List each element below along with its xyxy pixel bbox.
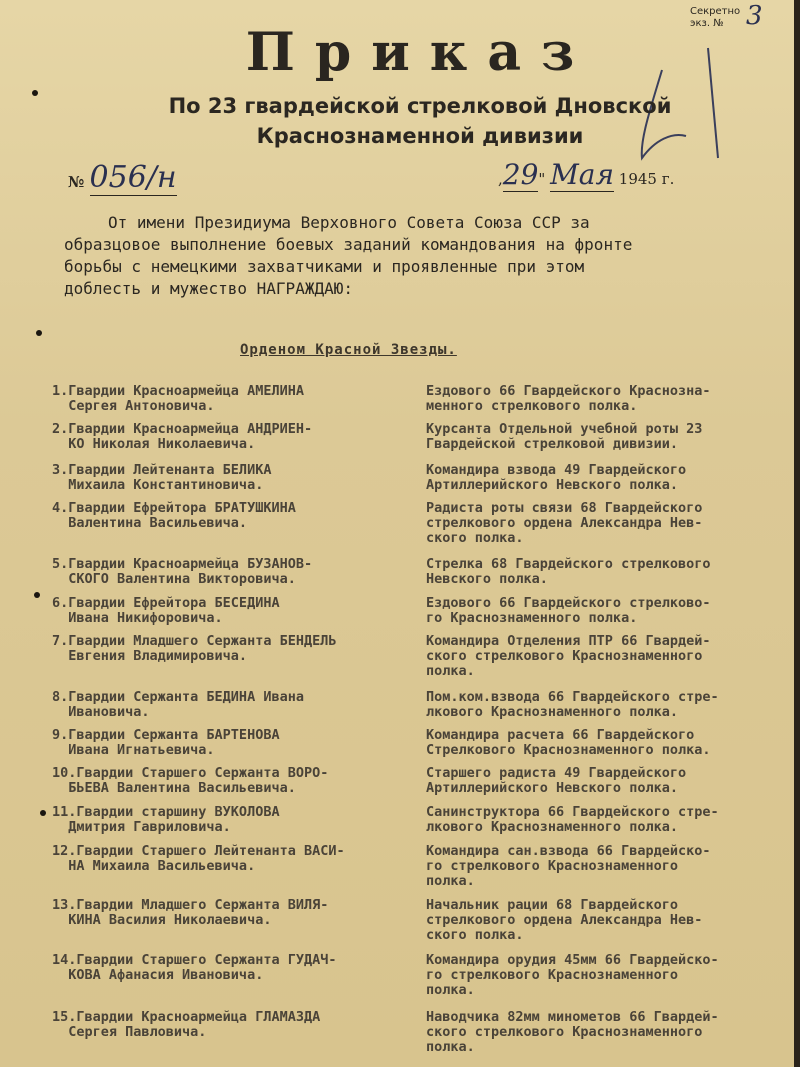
- date-day: 29: [502, 158, 539, 191]
- awardee-position: Начальник рации 68 Гвардейского стрелкового ордена Александра Нев- ского полка.: [426, 897, 703, 943]
- awardee-name: 4.Гвардии Ефрейтора БРАТУШКИНА Валентина Васильевича.: [52, 500, 296, 531]
- award-section-title: Орденом Красной Звезды.: [240, 342, 457, 358]
- date-month: Мая: [550, 158, 615, 191]
- order-number-label: №: [68, 173, 85, 191]
- awardee-name: 8.Гвардии Сержанта БЕДИНА Ивана Ивановича.: [52, 689, 304, 720]
- punch-hole-mark: [36, 330, 42, 336]
- awardee-position: Командира взвода 49 Гвардейского Артиллерийского Невского полка.: [426, 462, 687, 493]
- division-line-2: Краснознаменной дивизии: [256, 124, 584, 148]
- date-suffix: г.: [661, 170, 675, 188]
- awardee-name: 15.Гвардии Красноармейца ГЛАМАЗДА Сергея Павловича.: [52, 1009, 321, 1040]
- awardee-position: Санинструктора 66 Гвардейского стре- лкового Краснознаменного полка.: [426, 804, 719, 835]
- awardee-name: 11.Гвардии старшину ВУКОЛОВА Дмитрия Гавриловича.: [52, 804, 280, 835]
- date-open-quote: ,: [498, 170, 503, 188]
- awardee-name: 2.Гвардии Красноармейца АНДРИЕН- КО Николая Николаевича.: [52, 421, 313, 452]
- preamble-line: доблесть и мужество НАГРАЖДАЮ:: [64, 279, 353, 298]
- punch-hole-mark: [34, 592, 40, 598]
- punch-hole-mark: [32, 90, 38, 96]
- awardee-name: 1.Гвардии Красноармейца АМЕЛИНА Сергея Антоновича.: [52, 383, 304, 414]
- date-year: 1945: [618, 170, 657, 188]
- awardee-name: 9.Гвардии Сержанта БАРТЕНОВА Ивана Игнатьевича.: [52, 727, 280, 758]
- awardee-position: Командира Отделения ПТР 66 Гвардей- ского стрелкового Краснознаменного полка.: [426, 633, 711, 679]
- awardee-position: Ездового 66 Гвардейского Краснозна- менного стрелкового полка.: [426, 383, 711, 414]
- scan-edge: [794, 0, 800, 1067]
- awardee-name: 3.Гвардии Лейтенанта БЕЛИКА Михаила Константиновича.: [52, 462, 272, 493]
- division-line-1: По 23 гвардейской стрелковой Дновской: [168, 94, 672, 118]
- awardee-name: 5.Гвардии Красноармейца БУЗАНОВ- СКОГО Валентина Викторовича.: [52, 556, 313, 587]
- punch-hole-mark: [40, 810, 46, 816]
- awardee-position: Ездового 66 Гвардейского стрелково- го Краснознаменного полка.: [426, 595, 711, 626]
- copy-label: экз. №: [690, 18, 724, 29]
- awardee-position: Курсанта Отдельной учебной роты 23 Гвардейской стрелковой дивизии.: [426, 421, 703, 452]
- date-close-quote: ": [538, 170, 546, 188]
- awardee-name: 10.Гвардии Старшего Сержанта ВОРО- БЬЕВА Валентина Васильевича.: [52, 765, 329, 796]
- awardee-position: Радиста роты связи 68 Гвардейского стрелкового ордена Александра Нев- ского полка.: [426, 500, 703, 546]
- order-number-value: 056/н: [89, 160, 177, 195]
- awardee-position: Наводчика 82мм минометов 66 Гвардей- ского стрелкового Краснознаменного полка.: [426, 1009, 719, 1055]
- awardee-position: Командира расчета 66 Гвардейского Стрелкового Краснознаменного полка.: [426, 727, 711, 758]
- preamble-line: От имени Президиума Верховного Совета Союза ССР за: [108, 213, 590, 232]
- secrecy-label: Секретно: [690, 6, 741, 17]
- awardee-name: 13.Гвардии Младшего Сержанта ВИЛЯ- КИНА Василия Николаевича.: [52, 897, 329, 928]
- copy-number: 3: [746, 1, 763, 31]
- awardee-position: Командира орудия 45мм 66 Гвардейско- го стрелкового Краснознаменного полка.: [426, 952, 719, 998]
- preamble-line: образцовое выполнение боевых заданий командования на фронте: [64, 235, 633, 254]
- preamble-line: борьбы с немецкими захватчиками и проявленные при этом: [64, 257, 585, 276]
- awardee-name: 12.Гвардии Старшего Лейтенанта ВАСИ- НА Михаила Васильевича.: [52, 843, 345, 874]
- awardee-name: 6.Гвардии Ефрейтора БЕСЕДИНА Ивана Никифоровича.: [52, 595, 280, 626]
- awardee-name: 7.Гвардии Младшего Сержанта БЕНДЕЛЬ Евгения Владимировича.: [52, 633, 337, 664]
- awardee-name: 14.Гвардии Старшего Сержанта ГУДАЧ- КОВА Афанасия Ивановича.: [52, 952, 337, 983]
- awardee-position: Командира сан.взвода 66 Гвардейско- го стрелкового Краснознаменного полка.: [426, 843, 711, 889]
- awardee-position: Старшего радиста 49 Гвардейского Артиллерийского Невского полка.: [426, 765, 687, 796]
- document-title: Приказ: [245, 22, 595, 83]
- awardee-position: Пом.ком.взвода 66 Гвардейского стре- лкового Краснознаменного полка.: [426, 689, 719, 720]
- awardee-position: Стрелка 68 Гвардейского стрелкового Невского полка.: [426, 556, 711, 587]
